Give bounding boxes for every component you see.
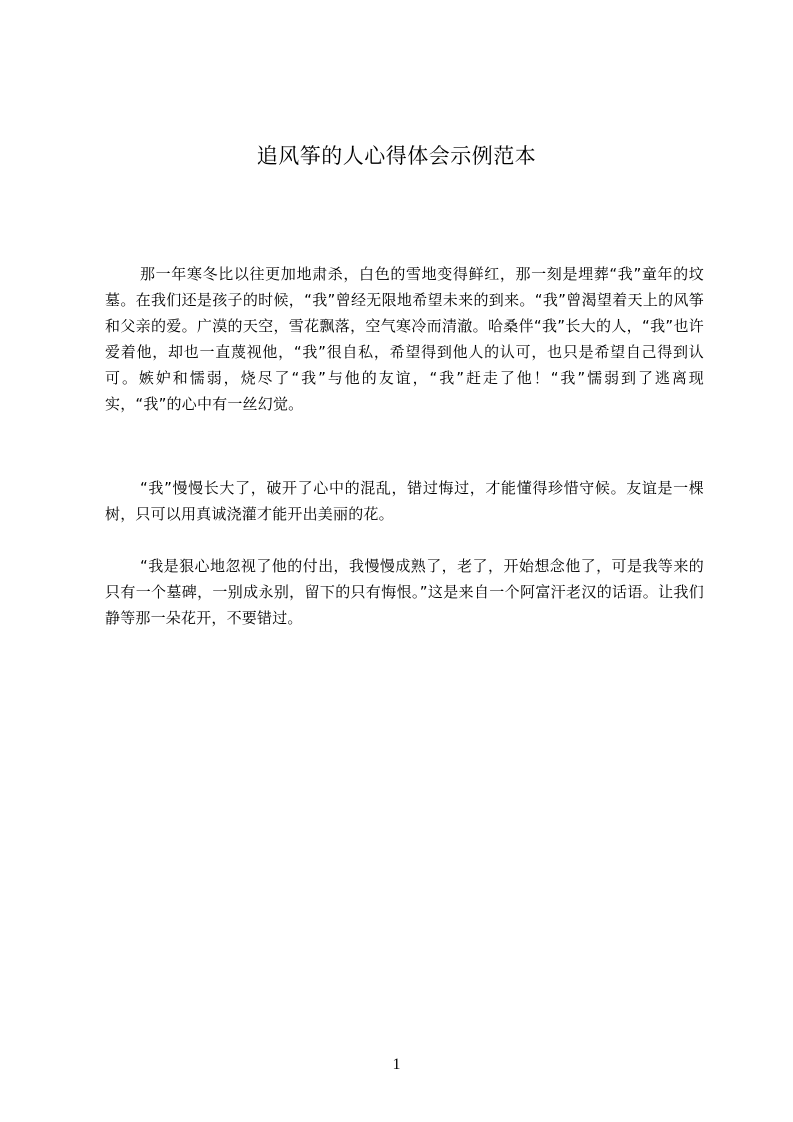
page-title: 追风筝的人心得体会示例范本 — [256, 144, 537, 168]
page-number: 1 — [392, 1056, 401, 1073]
paragraph-2: “我”慢慢长大了，破开了心中的混乱，错过悔过，才能懂得珍惜守候。友谊是一棵树，只可以用真诚浇灌才能开出美丽的花。 — [105, 479, 704, 523]
paragraph-1: 那一年寒冬比以往更加地肃杀，白色的雪地变得鲜红，那一刻是埋葬“我”童年的坟墓。在我们还是孩子的时候，“我”曾经无限地希望未来的到来。“我”曾渴望着天上的风筝和父亲的爱。广漠的天空，雪花飘落，空气寒冷而清澈。哈桑伴“我”长大的人，“我”也许爱着他，却也一直蔑视他，“我”很自私，希望得到他人的认可，也只是希望自己得到认可。嫉妒和懦弱，烧尽了“我”与他的友谊，“我”赶走了他！“我”懦弱到了逃离现实，“我”的心中有一丝幻觉。 — [105, 265, 704, 413]
paragraph-3: “我是狠心地忽视了他的付出，我慢慢成熟了，老了，开始想念他了，可是我等来的只有一个墓碑，一别成永别，留下的只有悔恨。”这是来自一个阿富汗老汉的话语。让我们静等那一朵花开，不要错过。 — [105, 557, 704, 627]
